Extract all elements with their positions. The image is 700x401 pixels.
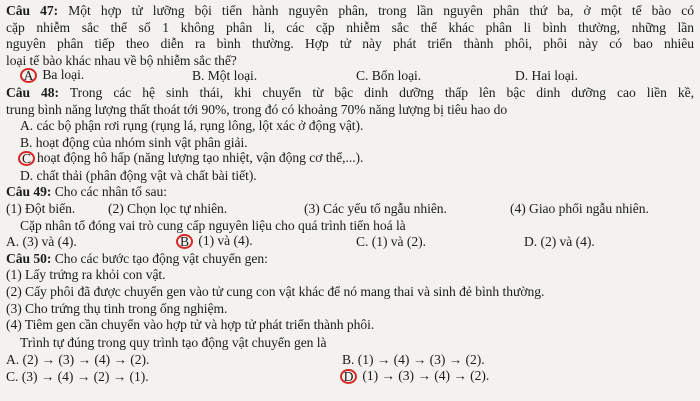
q48-text1: Trong các hệ sinh thái, khi chuyển từ bậc dinh dưỡng thấp lên bậc dinh dưỡng cao liền kề,	[69, 85, 694, 100]
q50-option-c: C. (3) → (4) → (2) → (1).	[6, 369, 149, 384]
q49-stem: Cặp nhân tố đóng vai trò cung cấp nguyên liệu cho quá trình tiến hoá là	[20, 217, 406, 233]
q49-option-a: A. (3) và (4).	[6, 234, 77, 250]
q47-label: Câu 47:	[6, 3, 59, 18]
q47-line1	[6, 3, 694, 20]
q50-intro: Cho các bước tạo động vật chuyển gen:	[54, 250, 268, 266]
q48-option-a: A. các bộ phận rơi rụng (rụng lá, rụng lông, lột xác ở động vật).	[20, 118, 364, 133]
q47-option-c: C. Bốn loại.	[356, 68, 422, 83]
q47-line2: cặp nhiễm sắc thể số 1 không phân li, các cặp nhiễm sắc thể khác phân li bình thường, những lần	[6, 19, 694, 35]
q49-intro-line	[6, 184, 694, 201]
q49-intro: Cho các nhân tố sau:	[54, 184, 167, 200]
q49-factor-2: (2) Chọn lọc tự nhiên.	[108, 201, 228, 216]
q47-option-d: D. Hai loại.	[515, 68, 578, 83]
q50-step-4: (4) Tiêm gen cần chuyển vào hợp tử và hợp tử phát triển thành phôi.	[6, 317, 375, 333]
q47-option-a: A Ba loại.	[20, 67, 84, 84]
q48-option-b: B. hoạt động của nhóm sinh vật phân giải.	[20, 134, 248, 150]
q50-step-3: (3) Cho trứng thụ tinh trong ống nghiệm.	[6, 300, 228, 316]
q49-factor-1: (1) Đột biến.	[6, 201, 76, 216]
answer-circle-mark: B	[176, 234, 193, 249]
answer-circle-mark: A	[20, 68, 37, 83]
q47-line4: loại tế bào khác nhau về bộ nhiễm sắc thể?	[6, 52, 237, 68]
q50-intro-line	[6, 251, 694, 268]
q48-line2: trung bình năng lượng thất thoát tới 90%, trong đó có khoảng 70% năng lượng bị tiêu hao do	[6, 101, 508, 117]
q49-option-b: B (1) và (4).	[176, 233, 253, 250]
q50-option-b: B. (1) → (4) → (3) → (2).	[342, 352, 485, 367]
q50-option-d: D (1) → (3) → (4) → (2).	[340, 368, 489, 385]
q49-option-c: C. (1) và (2).	[356, 234, 426, 250]
q50-label: Câu 50:	[6, 250, 52, 266]
q50-option-a: A. (2) → (3) → (4) → (2).	[6, 352, 150, 367]
q49-option-d: D. (2) và (4).	[524, 234, 595, 250]
q50-step-2: (2) Cấy phôi đã được chuyển gen vào tử cung con vật khác để nó mang thai và sinh đẻ bình thường.	[6, 284, 545, 299]
q48-line1	[6, 85, 694, 102]
q49-factor-4: (4) Giao phối ngẫu nhiên.	[510, 201, 649, 216]
q47-option-b: B. Một loại.	[192, 68, 258, 83]
answer-circle-mark: D	[340, 369, 357, 384]
q47-text1: Một hợp tử lưỡng bội tiến hành nguyên phân, trong lần nguyên phân thứ ba, ở một tế bào có	[68, 3, 694, 18]
q48-option-c: C hoạt động hô hấp (năng lượng tạo nhiệt, vận động cơ thể,...).	[18, 150, 363, 167]
q48-label: Câu 48:	[6, 85, 60, 100]
q48-option-d: D. chất thải (phân động vật và chất bài tiết).	[20, 167, 257, 183]
q49-label: Câu 49:	[6, 184, 52, 200]
q47-line3: nguyên phân tiếp theo diễn ra bình thường. Hợp tử này phát triển thành phôi, phôi này có bao nhiêu	[6, 36, 694, 52]
q49-factor-3: (3) Các yếu tố ngẫu nhiên.	[304, 201, 447, 216]
q50-stem: Trình tự đúng trong quy trình tạo động vật chuyển gen là	[20, 335, 327, 350]
answer-circle-mark: C	[18, 151, 35, 166]
q50-step-1: (1) Lấy trứng ra khỏi con vật.	[6, 267, 166, 283]
